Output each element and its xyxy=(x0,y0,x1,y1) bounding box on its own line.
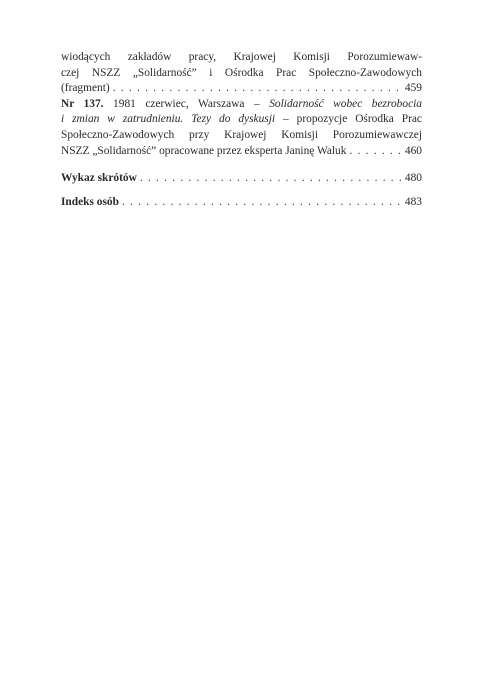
toc-entry-137-description-part-1: – propozycje Ośrodka Prac xyxy=(275,113,422,126)
toc-entry-136-line-3-text: (fragment) xyxy=(61,82,110,95)
toc-entry-137-number: Nr 137. xyxy=(61,97,104,110)
toc-entry-index[interactable] xyxy=(61,195,422,211)
toc-entry-137-date-place: 1981 czerwiec, Warszawa – xyxy=(103,97,270,110)
spacer xyxy=(61,159,422,171)
toc-entry-136-line-2: czej NSZZ „Solidarność” i Ośrodka Prac Społeczno-Zawodowych xyxy=(61,66,422,79)
leader-dots xyxy=(140,171,402,187)
toc-entry-137-line-3: Społeczno-Zawodowych przy Krajowej Komisji Porozumiewawczej xyxy=(61,128,422,141)
leader-dots xyxy=(349,144,401,160)
toc-entry-136[interactable] xyxy=(61,50,422,97)
toc-entry-137-title-part-2: i zmian w zatrudnieniu. Tezy do dyskusji xyxy=(61,113,276,126)
toc-entry-abbreviations-label: Wykaz skrótów xyxy=(61,172,137,185)
toc-entry-index-label: Indeks osób xyxy=(61,195,119,208)
toc-entry-136-page-number: 459 xyxy=(404,82,422,95)
toc-entry-137-page-number: 460 xyxy=(404,144,422,157)
leader-dots xyxy=(113,81,402,97)
toc-entry-137-line-4 xyxy=(61,144,422,160)
toc-entry-137-line-4-text: NSZZ „Solidarność” opracowane przez eksperta Janinę Waluk xyxy=(61,144,347,157)
toc-entry-abbreviations-page-number: 480 xyxy=(404,172,422,185)
spacer xyxy=(61,187,422,195)
toc-entry-index-page-number: 483 xyxy=(404,195,422,208)
toc-entry-136-line-3 xyxy=(61,81,422,97)
toc-entry-abbreviations[interactable] xyxy=(61,171,422,187)
toc-entry-136-line-1: wiodących zakładów pracy, Krajowej Komisji Porozumiewaw- xyxy=(61,51,422,63)
toc-entry-137-line-1 xyxy=(61,97,422,113)
toc-entry-137-line-2 xyxy=(61,112,422,128)
leader-dots xyxy=(122,195,402,211)
toc-entry-137-title-part-1: Solidarność wobec bezrobocia xyxy=(269,97,422,110)
table-of-contents xyxy=(61,50,422,210)
toc-entry-137[interactable] xyxy=(61,97,422,159)
